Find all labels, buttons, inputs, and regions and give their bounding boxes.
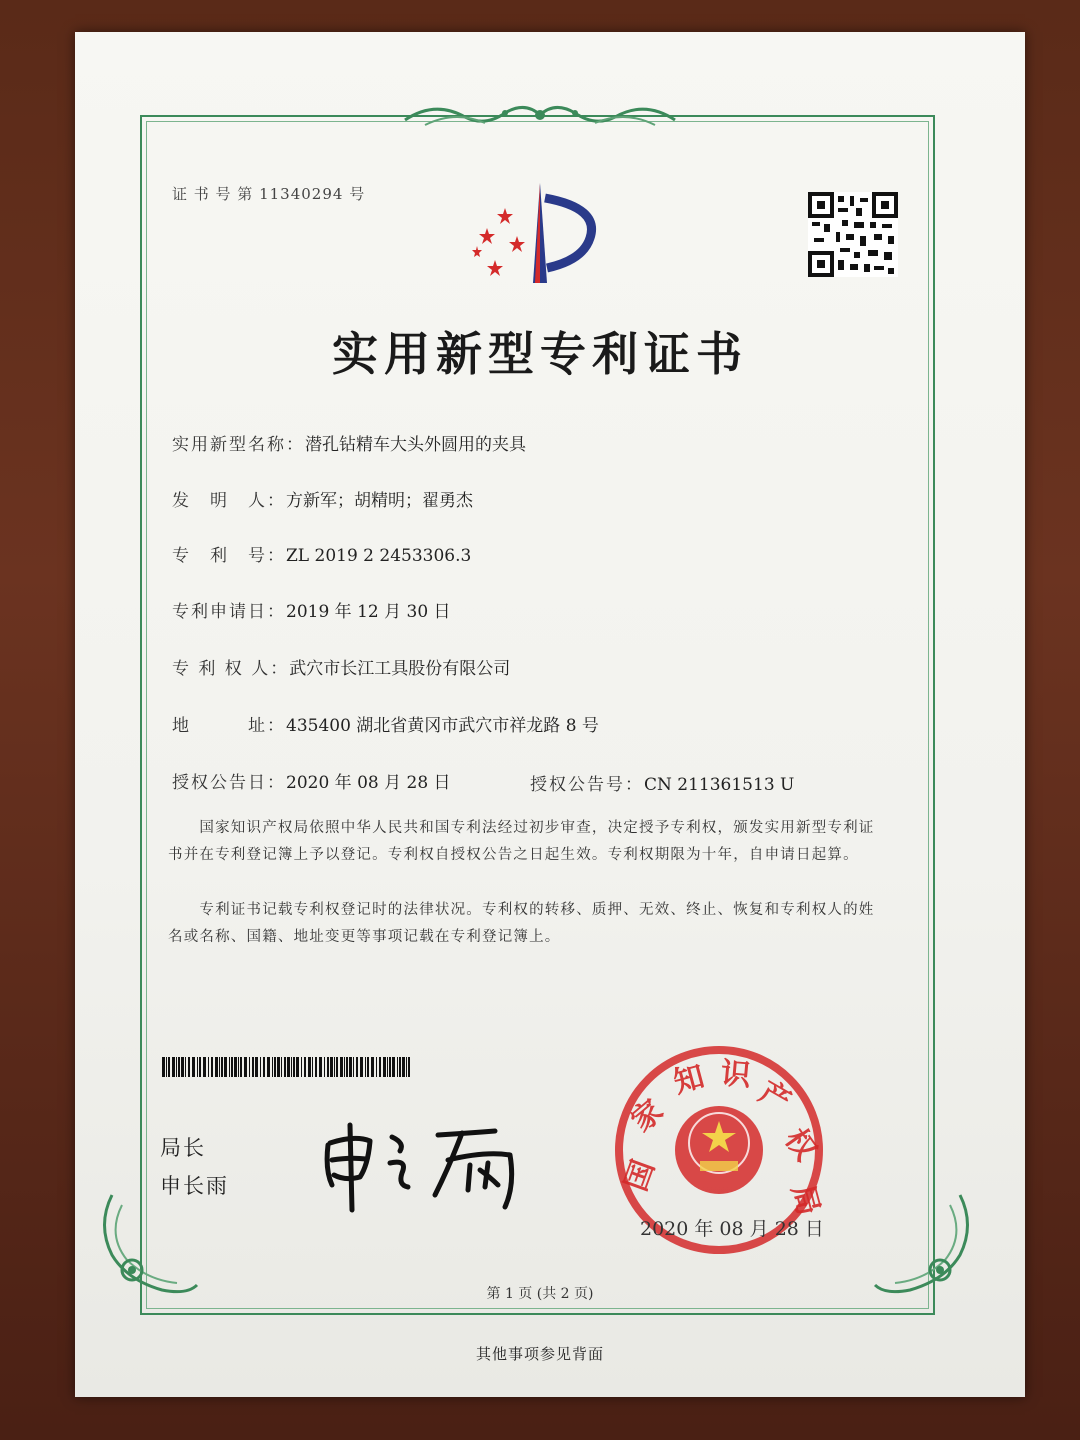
seal-char-5: 产 — [753, 1074, 797, 1120]
address-label: 地 址： — [172, 716, 286, 736]
publication-number-value: CN 211361513 U — [644, 775, 795, 795]
address-value: 435400 湖北省黄冈市武穴市祥龙路 8 号 — [286, 716, 599, 736]
seal-char-1: 国 — [618, 1155, 662, 1196]
legal-paragraph-1: 国家知识产权局依照中华人民共和国专利法经过初步审查，决定授予专利权，颁发实用新型专利证书并在专利登记簿上予以登记。专利权自授权公告之日起生效。专利权期限为十年，自申请日起算。 — [168, 820, 875, 863]
page-indicator: 第 1 页 (共 2 页) — [486, 1286, 594, 1302]
qr-code-icon — [808, 192, 898, 277]
patentee-value: 武穴市长江工具股份有限公司 — [289, 659, 511, 679]
patent-number-value: ZL 2019 2 2453306.3 — [286, 546, 472, 566]
seal-char-2: 家 — [624, 1093, 671, 1140]
inventor-row — [172, 486, 473, 511]
seal-date: 2020 年 08 月 28 日 — [640, 1218, 824, 1240]
application-date-label: 专利申请日： — [172, 602, 286, 622]
publication-number-row — [530, 770, 794, 795]
publication-date-row — [172, 768, 451, 793]
patent-number-label: 专 利 号： — [172, 546, 286, 566]
barcode-icon — [162, 1057, 412, 1077]
utility-model-name-row — [172, 430, 526, 455]
inventor-label: 发 明 人： — [172, 491, 286, 511]
seal-char-3: 知 — [670, 1059, 709, 1101]
inventor-value: 方新军；胡精明；翟勇杰 — [286, 491, 473, 511]
publication-date-label: 授权公告日： — [172, 773, 286, 793]
signature-icon — [320, 1115, 530, 1215]
address-row — [172, 711, 599, 736]
legal-paragraph-2: 专利证书记载专利权登记时的法律状况。专利权的转移、质押、无效、终止、恢复和专利权人的姓名或名称、国籍、地址变更等事项记载在专利登记簿上。 — [168, 902, 875, 945]
signer-name: 申长雨 — [160, 1174, 229, 1198]
certificate-number: 证 书 号 第 11340294 号 — [172, 185, 366, 203]
utility-model-name-value: 潜孔钻精车大头外圆用的夹具 — [305, 435, 526, 455]
publication-date-value: 2020 年 08 月 28 日 — [286, 773, 451, 793]
application-date-value: 2019 年 12 月 30 日 — [286, 602, 451, 622]
back-note: 其他事项参见背面 — [475, 1345, 604, 1363]
application-date-row — [172, 597, 451, 622]
signer-title: 局长 — [160, 1136, 206, 1160]
seal-char-6: 权 — [777, 1122, 824, 1168]
seal-char-7: 局 — [784, 1181, 826, 1220]
patentee-row — [172, 654, 510, 679]
patent-number-row — [172, 541, 471, 566]
publication-number-label: 授权公告号： — [530, 775, 644, 795]
seal-char-4: 识 — [719, 1056, 753, 1094]
patentee-label: 专 利 权 人： — [172, 659, 290, 679]
page-title: 实用新型专利证书 — [332, 327, 748, 381]
top-ornament-icon — [395, 95, 685, 135]
cnipa-logo-icon — [465, 178, 605, 288]
utility-model-name-label: 实用新型名称： — [172, 435, 305, 455]
